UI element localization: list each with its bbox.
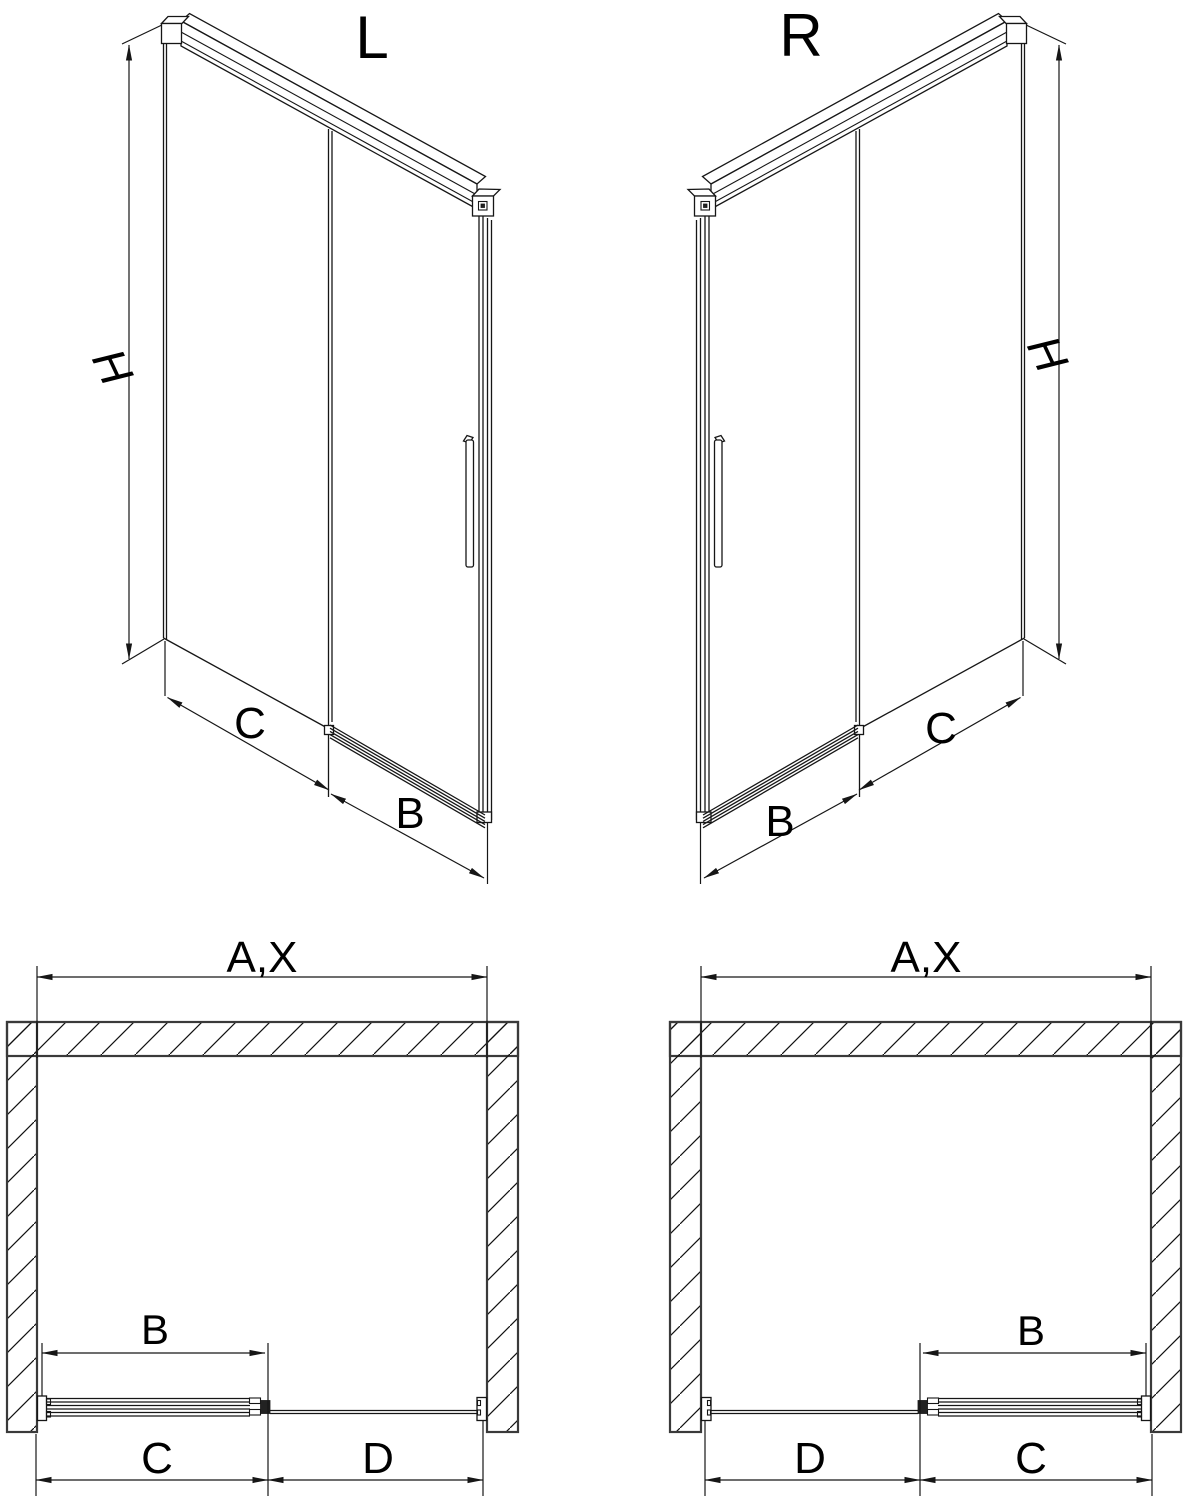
iso-left-b-label: B [395, 789, 425, 838]
iso-right-c-label: C [925, 704, 957, 753]
iso-right-height-label: H [1017, 327, 1079, 380]
iso-right-b-label: B [765, 797, 795, 846]
plan-left-b-label: B [140, 1306, 170, 1353]
plan-left-overall-label: A,X [226, 933, 298, 982]
iso-right-drawing [688, 14, 1066, 885]
iso-left-c-label: C [234, 699, 266, 748]
plan-right-overall-label: A,X [890, 933, 962, 982]
plan-right-b-label: B [1016, 1307, 1046, 1354]
iso-left-height-label: H [82, 340, 144, 393]
plan-right-c-label: C [1015, 1434, 1047, 1483]
iso-left-variant-label: L [355, 4, 389, 71]
iso-right-variant-label: R [779, 2, 823, 69]
plan-left-c-label: C [141, 1434, 173, 1483]
plan-left-walls [7, 1022, 518, 1432]
iso-left-drawing [122, 14, 500, 885]
plan-right-d-label: D [794, 1434, 826, 1483]
plan-left-d-label: D [362, 1434, 394, 1483]
plan-right-walls [670, 1022, 1181, 1432]
